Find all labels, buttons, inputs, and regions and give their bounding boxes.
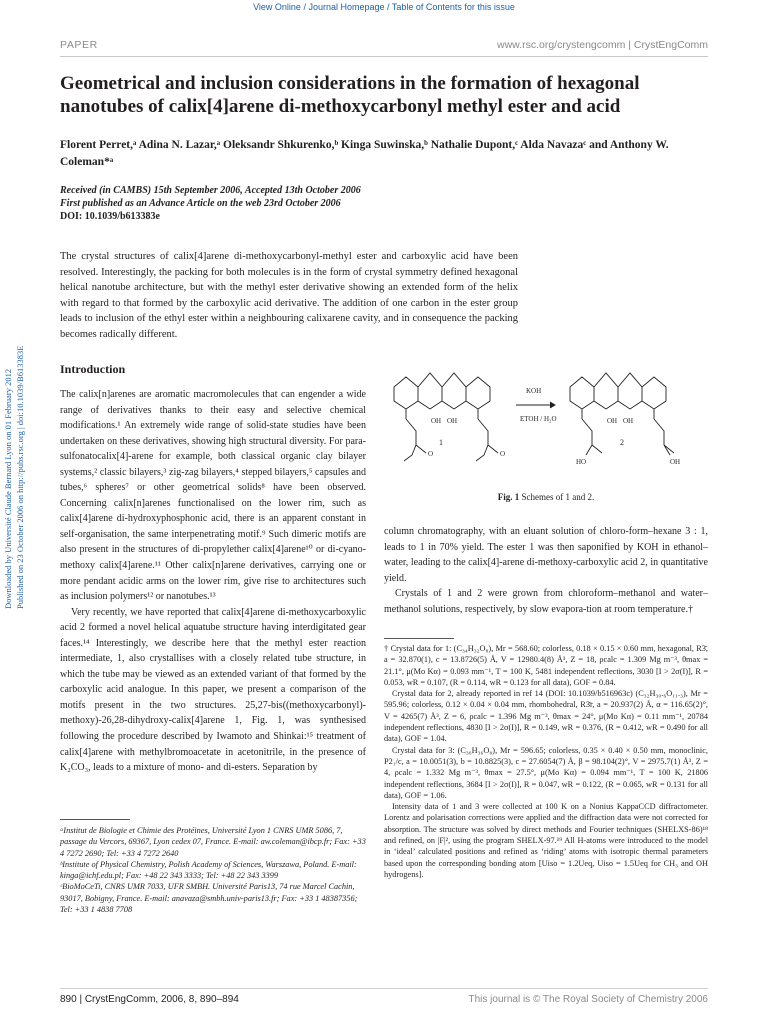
oh-label: OH [447,417,458,425]
body-paragraph: Crystals of 1 and 2 were grown from chloroform–methanol and water–methanol solutions, respectively, by slow evapora-tion at room temperature.† [384,588,708,615]
author-list: Florent Perret,ᵃ Adina N. Lazar,ᵃ Oleksandr Shkurenko,ᵇ Kinga Suwinska,ᵇ Nathalie Dupont,ᶜ Alda Navazaᶜ and Anthony W. Coleman*ᵃ [60,139,669,168]
oh-label: OH [623,417,634,425]
received-date: Received (in CAMBS) 15th September 2006, Accepted 13th October 2006 [60,185,361,196]
reagent-solvent: ETOH / H₂O [520,415,557,423]
published-date: First published as an Advance Article on the web 23rd October 2006 [60,198,341,209]
footnote: Intensity data of 1 and 3 were collected at 100 K on a Nonius KappaCCD diffractometer. Lorentz and polarisation corrections were applied and the diffraction data were not corrected for absorption. The structure was solved by direct methods and Fourier techniques (SHELXS-86)¹⁸ and refined, on |F|², using the program SHELX-97.¹⁹ All H-atoms were introduced to the model in ‘ideal’ calculated positions and refined as ‘riding’ atoms with isotropic thermal parameters based upon the corresponding bonding atom [Uiso = 1.2Ueq, Uiso = 1.5Ueq for CH₃ and OH hydrogens]. [384,802,708,879]
left-column [60,387,366,776]
section-heading-introduction: Introduction [60,362,126,376]
article-dates [60,184,710,223]
oh-label: OH [670,458,681,466]
article-title: Geometrical and inclusion considerations in the formation of hexagonal nanotubes of calix[4]arene di-methoxycarbonyl methyl ester and acid [60,73,640,117]
footnote: Crystal data for 2, already reported in ref 14 (DOI: 10.1039/b516963c) (C₃₂H₃₀.₆O₁₁.₃), Mr = 595.96; colorless, 0.12 × 0.04 × 0.04 mm, rhombohedral, R3̄r, a = 20.937(2) Å, α = 116.65(2)°, V = 4265(7) Å³, Z = 6, ρcalc = 1.396 Mg m⁻³, θmax = 24°, μ(Mo Kα) = 0.11 mm⁻¹, 20784 independent reflections, 4830 [I > 2σ(I)], R = 0.149, wR = 0.376, (R = 0.412, wR = 0.490 for all data), GOF = 1.04. [384,689,708,744]
doi[interactable]: DOI: 10.1039/b613383e [60,211,160,222]
affiliation-c: ᶜBioMoCeTi, CNRS UMR 7033, UFR SMBH. Université Paris13, 74 rue Marcel Cachin, 93017, Bobigny, France. E-mail: anavaza@smbh.univ-paris13.fr; Fax: +33 1 48387356; Tel: +33 1 4838 7708 [60,882,358,915]
footnote-rule [384,638,454,639]
intro-paragraph-1: The calix[n]arenes are aromatic macromolecules that can engender a wide range of derivatives thanks to their easy and selective chemical modifications.¹ An extremely wide range of solid-state studies have been undertaken on these derivatives, showing high structural diversity. For para-sulfonatocalix[4]-arene for example, both classical organic clay bilayer systems,² classic bilayers,³ zig-zag bilayers,⁴ stepped bilayers,⁵ capsules and tubes,⁶ spheres⁷ or other geometrical solids⁸ have been observed. Concerning calix[n]arenes functionalised on the lower rim, such as calix[4]arene di-hydroxyphosphonic acid, there is an apparent constant in self-organisation, the same interpenetrating motif.⁹ Such dimeric motifs are also present in the structures of di-propylether calix[4]arene¹⁰ or di-cyano-methoxy calix[4]arene.¹¹ Other calix[n]arene derivatives, carrying one or more pendant acidic arms on the lower rim, give rise to architectures such as inclusion polymers¹² or nanotubes.¹³ [60,389,366,603]
oh-label: OH [607,417,618,425]
compound-label-2: 2 [620,438,624,447]
reagent-koh: KOH [526,387,542,395]
affiliations [60,825,366,915]
footnote: † Crystal data for 1: (C₃₄H₃₂O₈), Mr = 568.60; colorless, 0.18 × 0.15 × 0.60 mm, hexagonal, R3̄, a = 32.870(1), c = 13.8726(5) Å, V = 12980.4(8) Å³, Z = 18, ρcalc = 1.309 Mg m⁻³, θmax = 21.1°, μ(Mo Kα) = 0.093 mm⁻¹, T = 100 K, 5481 independent reflections, 3030 [I > 2σ(I)], R = 0.053, wR = 0.107, (R = 0.114, wR = 0.123 for all data), GOF = 0.84. [384,644,708,687]
page-footer-citation: 890 | CrystEngComm, 2006, 8, 890–894 [60,994,239,1005]
section-label: PAPER [60,39,98,51]
body-paragraph: column chromatography, with an eluant solution of chloro-form–hexane 3 : 1, leads to 1 in 70% yield. The ester 1 was then saponified by KOH in ethanol–water, leading to the calix[4]-arene di-methoxy-carboxylic acid 2, in quantitative yield. [384,526,708,584]
compound-label-1: 1 [439,438,443,447]
download-watermark [1,264,27,614]
reaction-arrow [516,402,555,408]
o-label: O [428,450,434,458]
o-label: O [500,450,506,458]
affiliation-a: ᵃInstitut de Biologie et Chimie des Protéines, Université Lyon 1 CNRS UMR 5086, 7, passage du Vercors, 69367, Lyon cedex 07, France. E-mail: aw.coleman@ibcp.fr; Fax: +33 4 7272 2690; Tel: +33 4 7272 2640 [60,826,366,858]
download-notice: Downloaded by Université Claude Bernard Lyon on 01 February 2012 [3,368,13,609]
figure-caption-text: Schemes of 1 and 2. [521,492,595,502]
oh-label: OH [431,417,442,425]
affiliation-rule [60,819,130,820]
right-column [384,524,708,617]
intro-paragraph-2: Very recently, we have reported that calix[4]arene di-methoxycarboxylic acid 2 formed a novel helical aquatube structure having interdigitated gear faces.¹⁴ Interestingly, we describe here that the methyl ester reaction intermediate, 1, also crystallises with a closely related tube structure, in which the tube may be viewed as an extended variant of that formed by the carboxylic acid analogue. In this paper, we present a comparison of the motifs present in the two structures. 25,27-bis((methoxycarbonyl)-methoxy)-26,28-dihydroxy-calix[4]arene 1, Fig. 1, was synthesised following the procedure described by Iwamoto and Shinkai:¹⁵ treatment of calix[4]arene with methylbromoacetate in acetonitrile, in the presence of K₂CO₃, leads to a mixture of mono- and di-esters. Separation by [60,606,366,774]
ho-label: HO [576,458,587,466]
footer-rule [60,988,708,989]
reaction-scheme-figure [384,365,708,475]
publication-notice[interactable]: Published on 23 October 2006 on http://pubs.rsc.org | doi:10.1039/B613383E [15,345,25,609]
toc-link[interactable]: View Online / Journal Homepage / Table of Contents for this issue [253,2,515,12]
calixarene-1-structure [394,373,498,461]
footnote: Crystal data for 3: (C₃₆H₃₆O₈), Mr = 596.65; colorless, 0.35 × 0.40 × 0.50 mm, monoclinic, P2₁/c, a = 10.0051(3), b = 10.8825(3), c = 27.6054(7) Å, β = 98.104(2)°, V = 2975.7(1) Å³, Z = 4, ρcalc = 1.332 Mg m⁻³, θmax = 27.5°, μ(Mo Kα) = 0.094 mm⁻¹, T = 100 K, 21806 independent reflections, 3684 [I > 2σ(I)], R = 0.047, wR = 0.122, (R = 0.065, wR = 0.131 for all data), GOF = 1.06. [384,745,708,800]
header-rule [60,56,708,57]
crystal-data-footnotes [384,643,708,880]
page-footer-copyright: This journal is © The Royal Society of Chemistry 2006 [468,994,708,1005]
figure-caption [384,492,708,502]
affiliation-b: ᵇInstitute of Physical Chemistry, Polish Academy of Sciences, Warszawa, Poland. E-mail: kinga@ichf.edu.pl; Fax: +48 22 343 3333; Tel: +48 22 343 3399 [60,859,357,881]
figure-label: Fig. 1 [497,492,520,502]
journal-header[interactable]: www.rsc.org/crystengcomm | CrystEngComm [496,39,708,51]
abstract: The crystal structures of calix[4]arene di-methoxycarbonyl-methyl ester and carboxylic acid have been resolved. Interestingly, the packing for both molecules is in the form of crystal symmetry defined hexagonal helical nanotube architecture, but with the methyl ester derivative showing an extended form of the helix with regard to that formed by the carboxylic acid derivative. The addition of one carbon in the ester group leads to inclusion of the ethyl ester within a neighbouring calixarene cavity, and in consequence the packing becomes radically different. [60,251,518,340]
